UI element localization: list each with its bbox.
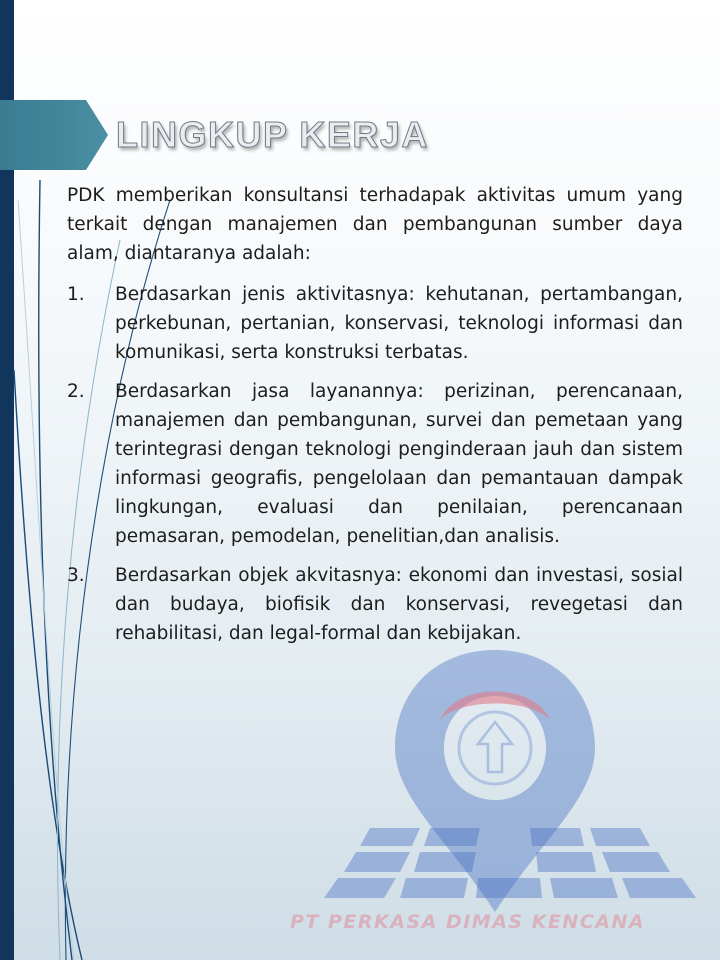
list-item-text: Berdasarkan jenis aktivitasnya: kehutanan, pertambangan, perkebunan, pertanian, konservasi, teknologi informasi dan komunikasi, serta konstruksi terbatas.	[115, 284, 683, 363]
intro-paragraph: PDK memberikan konsultansi terhadapak aktivitas umum yang terkait dengan manajemen dan pembangunan sumber daya alam, diantaranya adalah:	[67, 185, 683, 264]
list-item	[67, 377, 683, 551]
arrow-banner-icon	[0, 100, 108, 170]
content-body	[67, 181, 683, 658]
list-item-text: Berdasarkan objek akvitasnya: ekonomi dan investasi, sosial dan budaya, biofisik dan konservasi, revegetasi dan rehabilitasi, dan legal-formal dan kebijakan.	[115, 565, 683, 644]
list-item-number: 2.	[67, 381, 85, 402]
list-item-number: 1.	[67, 284, 85, 305]
map-pin-logo-icon	[280, 610, 720, 960]
watermark-company-name: PT PERKASA DIMAS KENCANA	[290, 911, 646, 933]
list-item-number: 3.	[67, 565, 85, 586]
list-item-text: Berdasarkan jasa layanannya: perizinan, perencanaan, manajemen dan pembangunan, survei dan pemetaan yang terintegrasi dengan teknologi penginderaan jauh dan sistem informasi geografis, pengelolaan dan pemantauan dampak lingkungan, evaluasi dan penilaian, perencanaan pemasaran, pemodelan, penelitian,dan analisis.	[115, 381, 683, 547]
page-title: LINGKUP KERJA	[116, 114, 429, 155]
list-item	[67, 280, 683, 367]
list-item	[67, 561, 683, 648]
scope-list	[67, 280, 683, 648]
